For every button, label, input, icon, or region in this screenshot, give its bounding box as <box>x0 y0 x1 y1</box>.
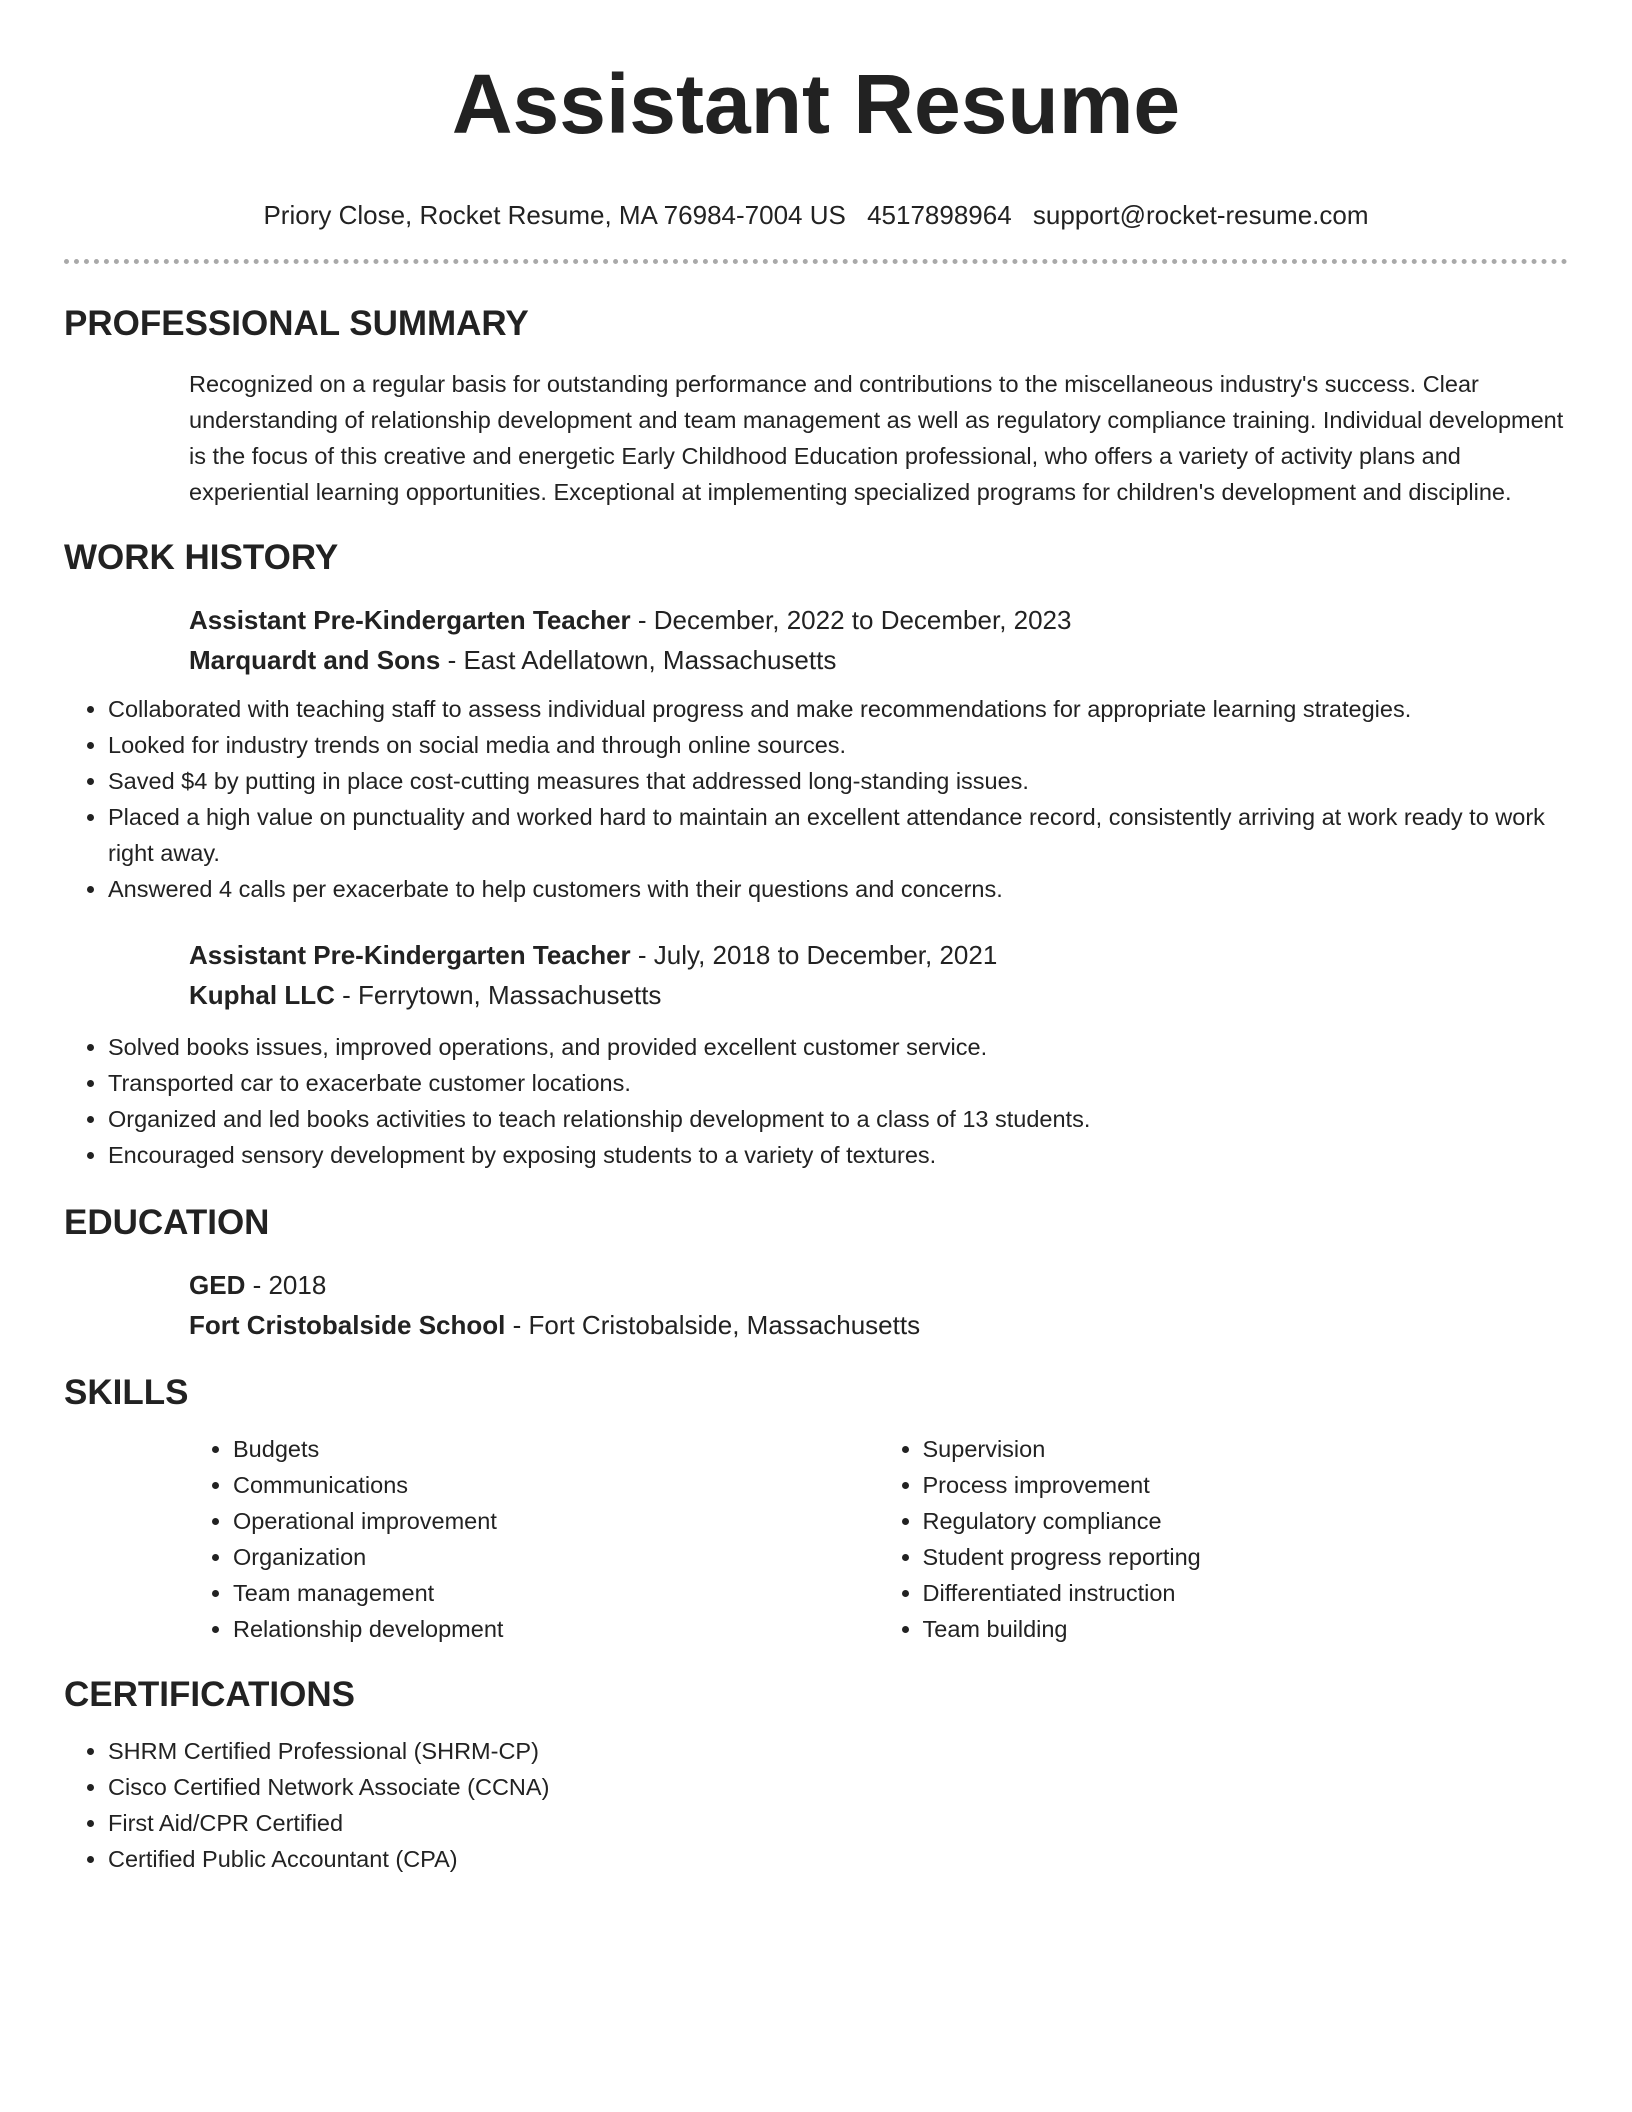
job-role-line <box>189 600 1568 640</box>
list-item: • Supervision <box>923 1431 1569 1467</box>
job-company: Marquardt and Sons <box>189 645 441 675</box>
job-dates: - December, 2022 to December, 2023 <box>630 605 1072 635</box>
job-entry <box>189 935 1568 1015</box>
list-item: • Differentiated instruction <box>923 1575 1569 1611</box>
list-item: • SHRM Certified Professional (SHRM-CP) <box>108 1733 1568 1769</box>
skills-list-right <box>879 1431 1569 1647</box>
list-item: • Team management <box>233 1575 879 1611</box>
list-item: • Organized and led books activities to teach relationship development to a class of 13 students. <box>108 1101 1568 1137</box>
job-location: - East Adellatown, Massachusetts <box>440 645 837 675</box>
section-title-work-history: WORK HISTORY <box>64 538 339 577</box>
certifications-list <box>64 1733 1568 1877</box>
list-item: • First Aid/CPR Certified <box>108 1805 1568 1841</box>
education-year: - 2018 <box>245 1270 327 1300</box>
education-school-line <box>189 1305 1568 1345</box>
contact-email: support@rocket-resume.com <box>1032 200 1369 230</box>
education-degree: GED <box>189 1270 246 1300</box>
education-entry <box>189 1265 1568 1345</box>
job-bullets <box>64 691 1568 907</box>
job-role-line <box>189 935 1568 975</box>
contact-address: Priory Close, Rocket Resume, MA 76984-7004 US <box>263 200 846 230</box>
education-location: - Fort Cristobalside, Massachusetts <box>505 1310 921 1340</box>
job-role: Assistant Pre-Kindergarten Teacher <box>189 605 631 635</box>
summary-text: Recognized on a regular basis for outstanding performance and contributions to the miscellaneous industry's success. Clear understanding of relationship development and team management as well as regulatory compliance training. Individual development is the focus of this creative and energetic Early Childhood Education professional, who offers a variety of activity plans and experiential learning opportunities. Exceptional at implementing specialized programs for children's development and discipline. <box>189 371 1564 505</box>
list-item: • Team building <box>923 1611 1569 1647</box>
list-item: • Relationship development <box>233 1611 879 1647</box>
skills-list-left <box>189 1431 879 1647</box>
job-bullets <box>64 1029 1568 1173</box>
list-item: • Operational improvement <box>233 1503 879 1539</box>
job-dates: - July, 2018 to December, 2021 <box>630 940 998 970</box>
job-location: - Ferrytown, Massachusetts <box>334 980 662 1010</box>
section-title-summary: PROFESSIONAL SUMMARY <box>64 304 529 343</box>
job-role: Assistant Pre-Kindergarten Teacher <box>189 940 631 970</box>
list-item: • Regulatory compliance <box>923 1503 1569 1539</box>
list-item: • Budgets <box>233 1431 879 1467</box>
job-company: Kuphal LLC <box>189 980 335 1010</box>
skills-grid <box>189 1431 1568 1647</box>
list-item: • Student progress reporting <box>923 1539 1569 1575</box>
list-item: • Solved books issues, improved operations, and provided excellent customer service. <box>108 1029 1568 1065</box>
list-item: • Organization <box>233 1539 879 1575</box>
header-divider <box>64 259 1568 264</box>
contact-phone: 4517898964 <box>867 200 1012 230</box>
list-item: • Saved $4 by putting in place cost-cutting measures that addressed long-standing issues. <box>108 763 1568 799</box>
resume-title: Assistant Resume <box>451 57 1181 151</box>
section-title-skills: SKILLS <box>64 1373 189 1412</box>
list-item: • Communications <box>233 1467 879 1503</box>
job-company-line <box>189 640 1568 680</box>
list-item: • Looked for industry trends on social media and through online sources. <box>108 727 1568 763</box>
section-title-certifications: CERTIFICATIONS <box>64 1675 356 1714</box>
list-item: • Placed a high value on punctuality and worked hard to maintain an excellent attendance record, consistently arriving at work ready to work right away. <box>108 799 1568 871</box>
list-item: • Process improvement <box>923 1467 1569 1503</box>
list-item: • Transported car to exacerbate customer locations. <box>108 1065 1568 1101</box>
list-item: • Cisco Certified Network Associate (CCNA) <box>108 1769 1568 1805</box>
education-school: Fort Cristobalside School <box>189 1310 506 1340</box>
list-item: • Certified Public Accountant (CPA) <box>108 1841 1568 1877</box>
list-item: • Collaborated with teaching staff to assess individual progress and make recommendations for appropriate learning strategies. <box>108 691 1568 727</box>
job-company-line <box>189 975 1568 1015</box>
contact-line <box>64 198 1568 232</box>
job-entry <box>189 600 1568 680</box>
list-item: • Answered 4 calls per exacerbate to help customers with their questions and concerns. <box>108 871 1568 907</box>
section-title-education: EDUCATION <box>64 1203 270 1242</box>
list-item: • Encouraged sensory development by exposing students to a variety of textures. <box>108 1137 1568 1173</box>
education-degree-line <box>189 1265 1568 1305</box>
